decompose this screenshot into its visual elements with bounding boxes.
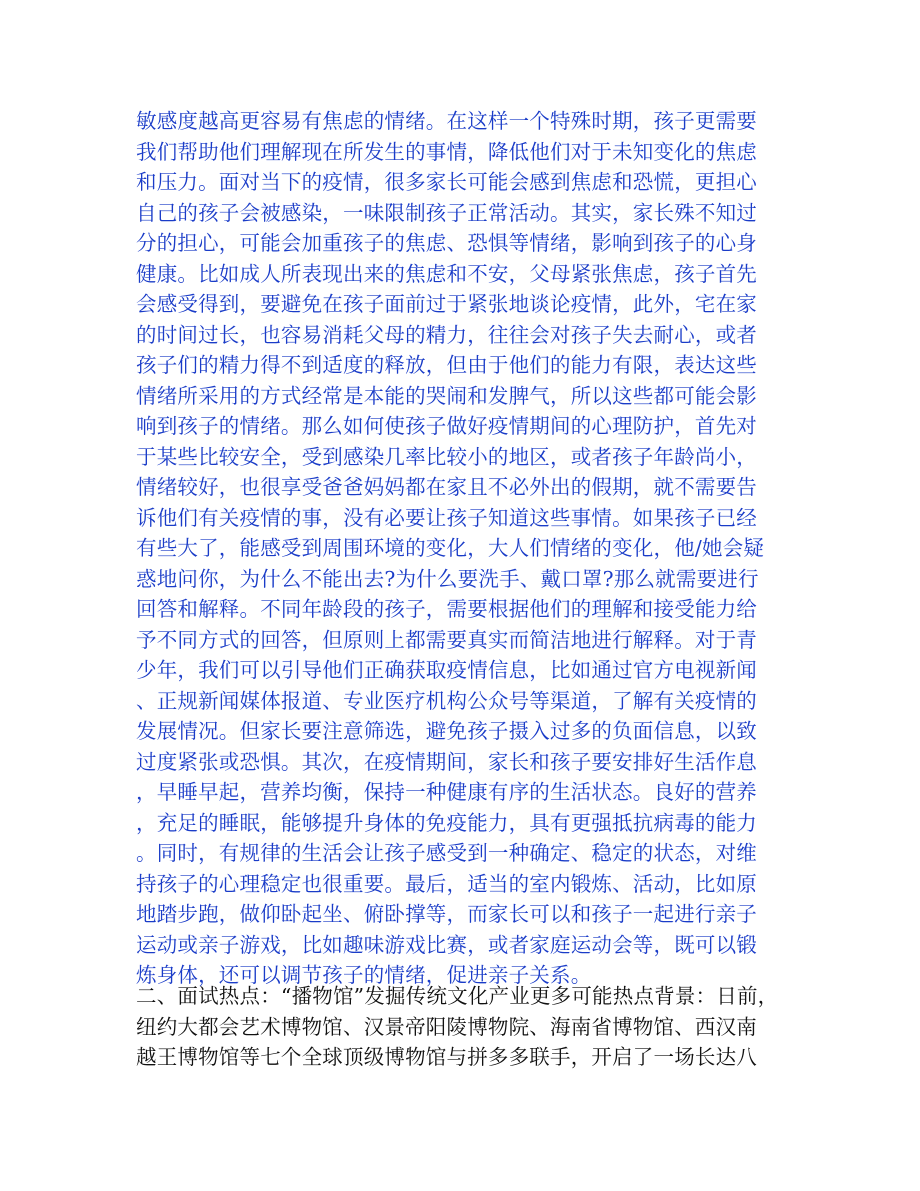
text-line: 持孩子的心理稳定也很重要。最后，适当的室内锻炼、活动，比如原	[136, 871, 757, 896]
text-line: 越王博物馆等七个全球顶级博物馆与拼多多联手，开启了一场长达八	[136, 1045, 757, 1069]
text-line: 的时间过长，也容易消耗父母的精力，往往会对孩子失去耐心，或者	[136, 322, 757, 347]
text-line: 分的担心，可能会加重孩子的焦虑、恐惧等情绪，影响到孩子的心身	[136, 231, 757, 255]
text-line: 、正规新闻媒体报道、专业医疗机构公众号等渠道，了解有关疫情的	[136, 688, 757, 713]
text-line: 二、面试热点：“播物馆”发掘传统文化产业更多可能热点背景：日前，	[136, 984, 779, 1008]
text-line: 我们帮助他们理解现在所发生的事情，降低他们对于未知变化的焦虑	[136, 139, 757, 164]
text-line: 过度紧张或恐惧。其次，在疫情期间，家长和孩子要安排好生活作息	[136, 749, 757, 774]
text-line: 。同时，有规律的生活会让孩子感受到一种确定、稳定的状态，对维	[136, 841, 757, 865]
text-line: 予不同方式的回答，但原则上都需要真实而简洁地进行解释。对于青	[136, 627, 757, 652]
text-line: ，早睡早起，营养均衡，保持一种健康有序的生活状态。良好的营养	[136, 780, 757, 804]
paragraph-child-psychology	[136, 106, 786, 991]
text-line: 诉他们有关疫情的事，没有必要让孩子知道这些事情。如果孩子已经	[136, 505, 757, 530]
text-line: 自己的孩子会被感染，一味限制孩子正常活动。其实，家长殊不知过	[136, 200, 757, 225]
text-line: 发展情况。但家长要注意筛选，避免孩子摄入过多的负面信息，以致	[136, 719, 757, 743]
text-line: 炼身体，还可以调节孩子的情绪，促进亲子关系。	[136, 963, 592, 987]
text-line: 敏感度越高更容易有焦虑的情绪。在这样一个特殊时期，孩子更需要	[136, 109, 757, 133]
text-line: 运动或亲子游戏，比如趣味游戏比赛，或者家庭运动会等，既可以锻	[136, 932, 757, 957]
text-line: 孩子们的精力得不到适度的释放，但由于他们的能力有限，表达这些	[136, 353, 757, 377]
text-line: 回答和解释。不同年龄段的孩子，需要根据他们的理解和接受能力给	[136, 597, 757, 621]
text-line: 和压力。面对当下的疫情，很多家长可能会感到焦虑和恐慌，更担心	[136, 170, 757, 194]
text-line: 情绪所采用的方式经常是本能的哭闹和发脾气，所以这些都可能会影	[136, 383, 757, 408]
text-line: 纽约大都会艺术博物馆、汉景帝阳陵博物院、海南省博物馆、西汉南	[136, 1014, 757, 1039]
text-line: 响到孩子的情绪。那么如何使孩子做好疫情期间的心理防护，首先对	[136, 414, 757, 438]
text-line: ，充足的睡眠，能够提升身体的免疫能力，具有更强抵抗病毒的能力	[136, 810, 757, 835]
text-line: 会感受得到，要避免在孩子面前过于紧张地谈论疫情，此外，宅在家	[136, 292, 757, 316]
text-line: 少年，我们可以引导他们正确获取疫情信息，比如通过官方电视新闻	[136, 658, 757, 682]
text-line: 惑地问你，为什么不能出去?为什么要洗手、戴口罩?那么就需要进行	[136, 566, 759, 591]
text-line: 有些大了，能感受到周围环境的变化，大人们情绪的变化，他/她会疑	[136, 536, 765, 560]
text-line: 健康。比如成人所表现出来的焦虑和不安，父母紧张焦虑，孩子首先	[136, 261, 757, 286]
text-line: 地踏步跑，做仰卧起坐、俯卧撑等，而家长可以和孩子一起进行亲子	[136, 902, 757, 926]
text-line: 情绪较好，也很享受爸爸妈妈都在家且不必外出的假期，就不需要告	[136, 475, 757, 499]
paragraph-interview-hotspot	[136, 981, 786, 1073]
text-line: 于某些比较安全，受到感染几率比较小的地区，或者孩子年龄尚小，	[136, 444, 757, 469]
